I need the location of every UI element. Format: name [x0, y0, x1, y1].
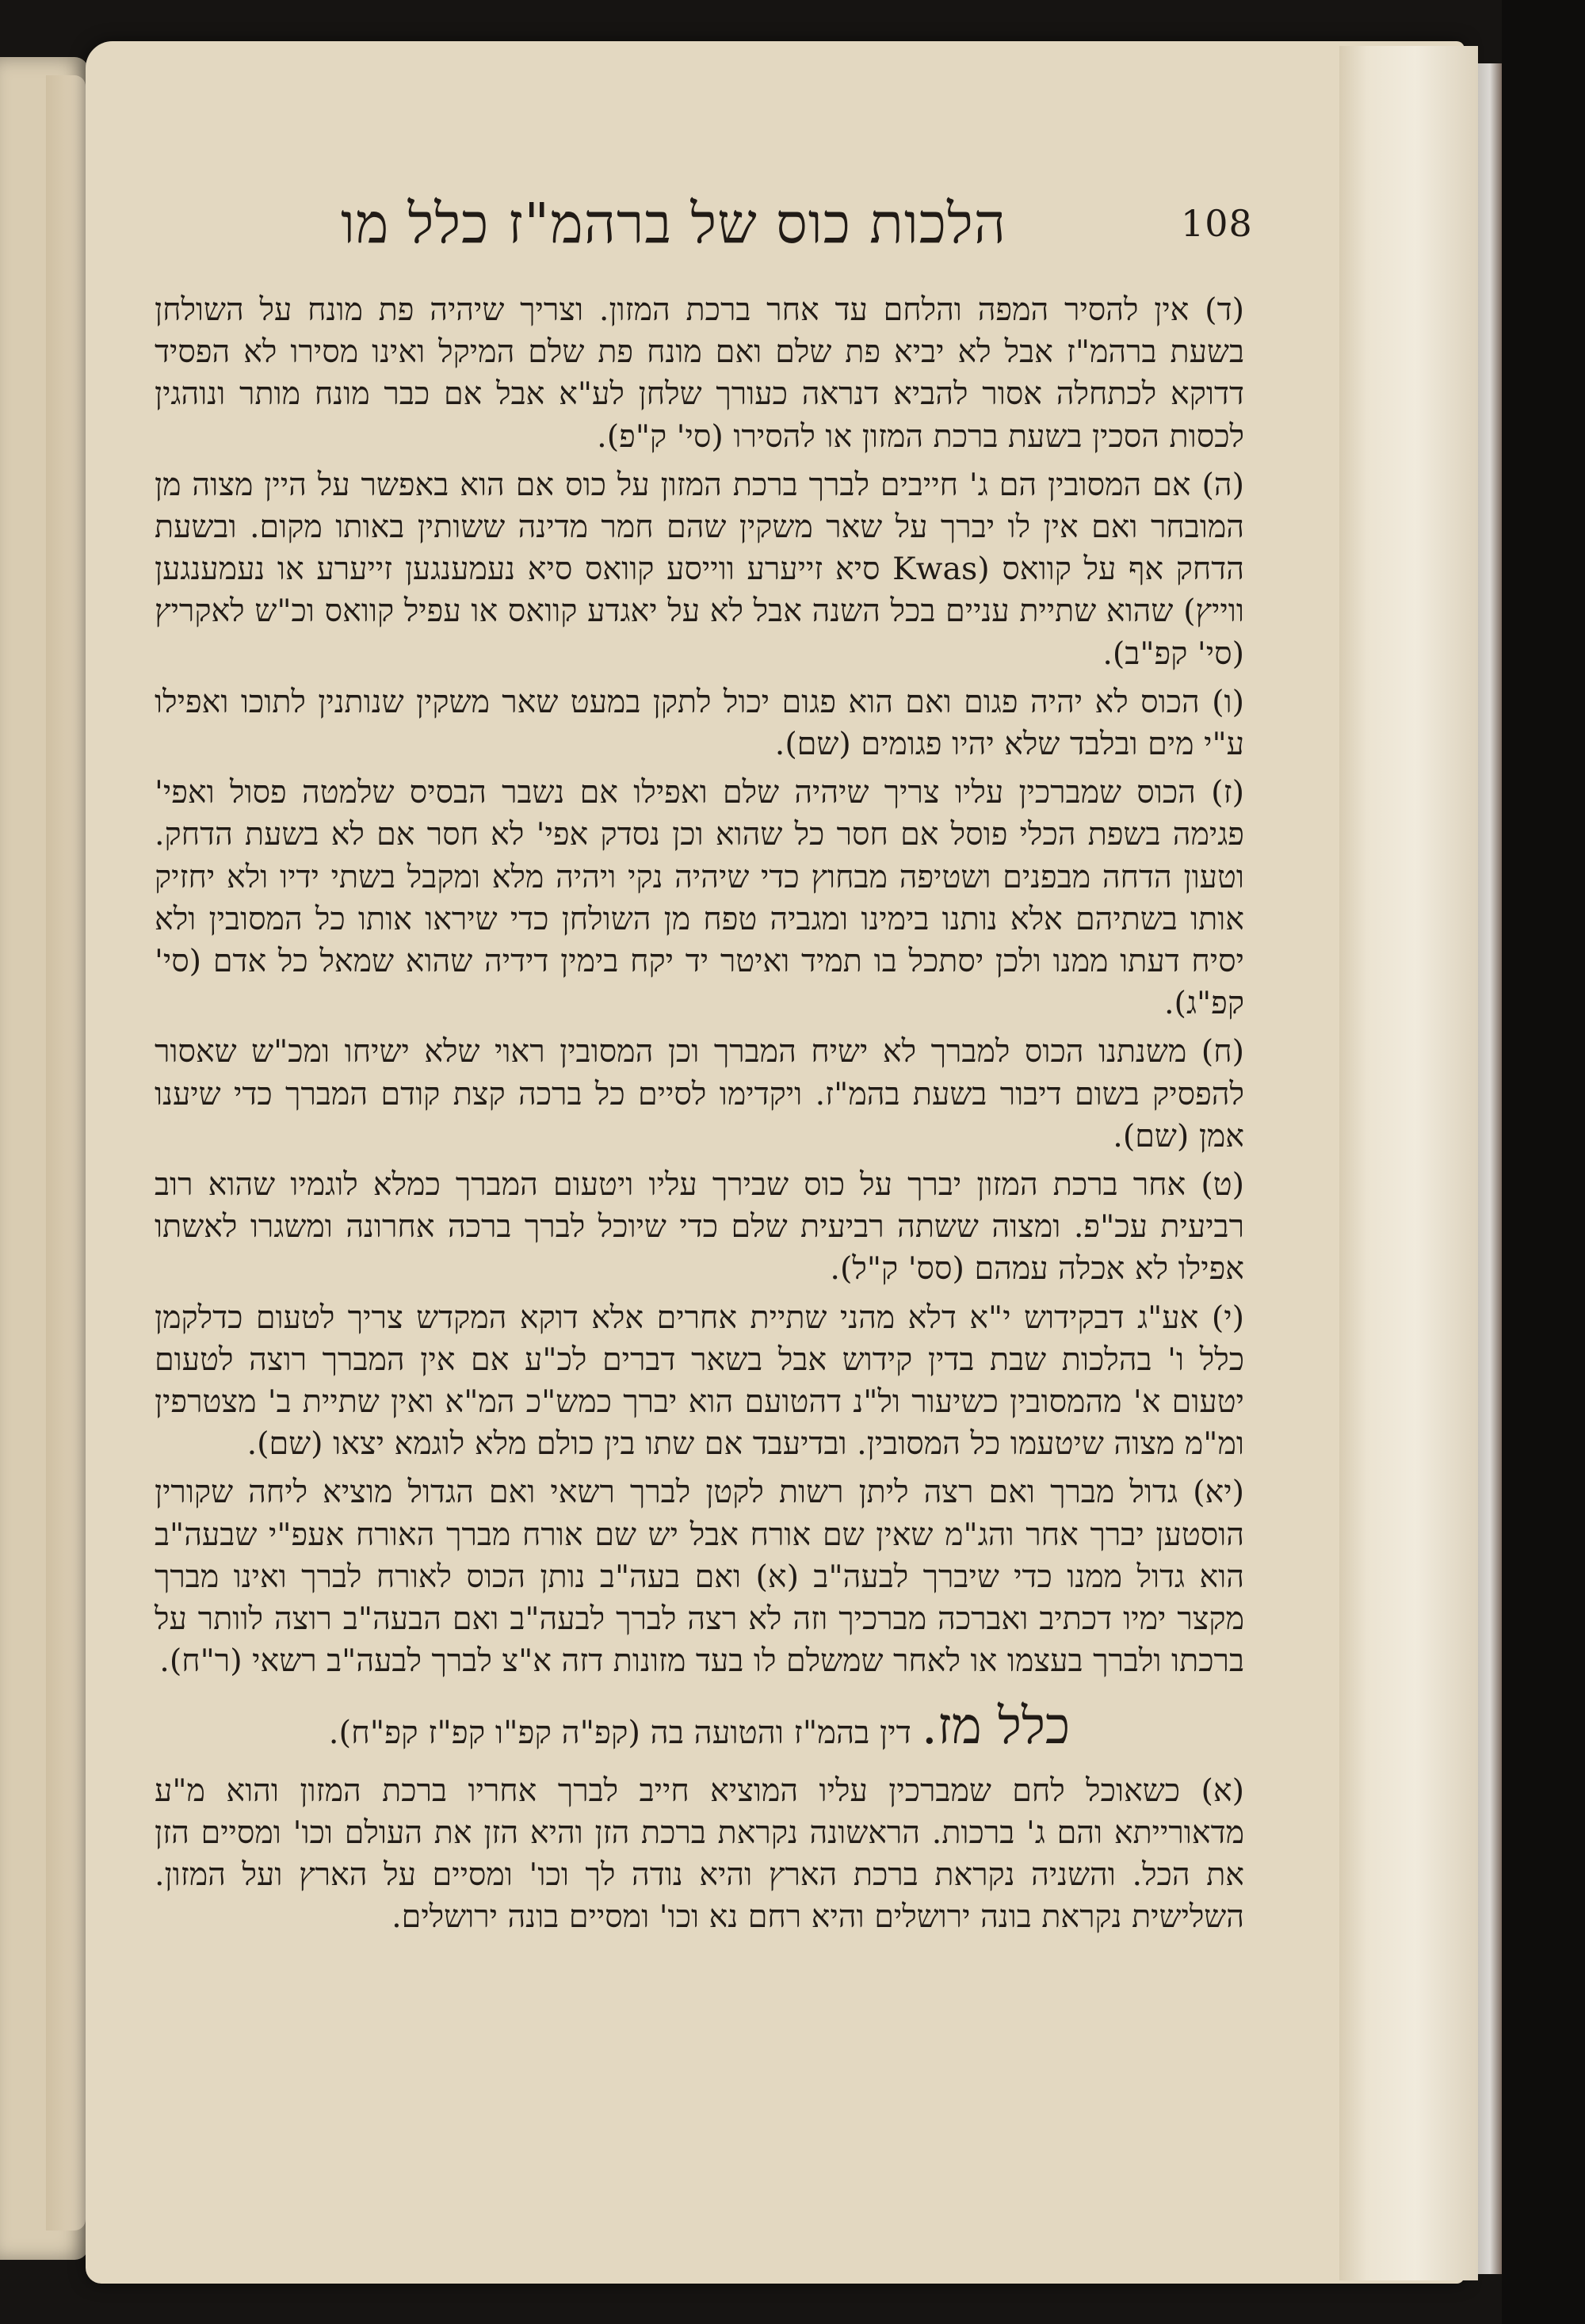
- book-cover-edge: [1478, 63, 1502, 2274]
- running-title: הלכות כוס של ברהמ"ז כלל מו: [340, 191, 1006, 256]
- paragraph-7: (ז) הכוס שמברכין עליו צריך שיהיה שלם ואפילו אם נשבר הבסיס שלמטה פסול ואפי' פגימה בשפת הכלי פוסל אם חסר כל שהוא וכן נסדק אפי' לא חסר אם לא בשעת הדחק. וטעון הדחה מבפנים ושטיפה מבחוץ כדי שיהיה נקי ויהיה מלא ומקבל בשתי ידיו ולא יחזיק אותו בשתיהם אלא נותנו בימינו ומגביה טפח מן השולחן כדי שיראו אותו כל המסובין ולא יסיח דעתו ממנו ולכן יסתכל בו תמיד ואיטר יד יקח בימין דידיה שהוא שמאל כל אדם (סי' קפ"ג).: [155, 774, 1244, 1022]
- paragraph-9: (ט) אחר ברכת המזון יברך על כוס שבירך עליו ויטעום המברך כמלא לוגמיו שהוא רוב רביעית עכ"פ. ומצוה ששתה רביעית שלם כדי שיוכל לברך ברכה אחרונה ומשגרו לאשתו אפילו לא אכלה עמהם (סס' ק"ל).: [155, 1166, 1244, 1288]
- page-header: [155, 170, 1253, 289]
- paragraph-4: (ד) אין להסיר המפה והלחם עד אחר ברכת המזון. וצריך שיהיה פת מונח על השולחן בשעת ברהמ"ז אבל לא יביא פת שלם ואם מונח פת שלם המיקל ואינו מסירו לא הפסיד דדוקא לכתחלה אסור להביא דנראה כעורך שלחן לע"א אבל אם כבר מונח מותר ונוהגין לכסות הסכין בשעת ברכת המזון או להסירו (סי' ק"פ).: [155, 292, 1244, 455]
- paragraph-6: (ו) הכוס לא יהיה פגום ואם הוא פגום יכול לתקן במעט שאר משקין שנותנין לתוכו ואפילו ע"י מים ובלבד שלא יהיו פגומים (שם).: [155, 683, 1244, 763]
- section-heading-number: כלל מז.: [921, 1696, 1071, 1756]
- left-page-edge: [46, 75, 86, 2231]
- section-paragraph-1: (א) כשאוכל לחם שמברכין עליו המוציא חייב לברך אחריו ברכת המזון והוא מ"ע מדאורייתא והם ג' ברכות. הראשונה נקראת ברכת הזן והיא הזן את העולם וכו' ומסיים הזן את הכל. והשניה נקראת ברכת הארץ והיא נודה לך וכו' ומסיים על הארץ ועל המזון. השלישית נקראת בונה ירושלים והיא רחם נא וכו' ומסיים בונה ירושלים.: [155, 1772, 1244, 1936]
- page-content: [155, 170, 1253, 1944]
- background-shadow: [1502, 0, 1585, 2324]
- page-stack-edge: [1339, 46, 1478, 2280]
- section-heading: [155, 1691, 1244, 1769]
- paragraph-5: (ה) אם המסובין הם ג' חייבים לברך ברכת המזון על כוס אם הוא באפשר על היין מצוה מן המובחר ואם אין לו יברך על שאר משקין שהם חמר מדינה ששותין באותו מקום. ובשעת הדחק אף על קוואס (Kwas סיא זייערע ווייסע קוואס סיא נעמענגען זייערע או נעמענגען ווייץ) שהוא שתיית עניים בכל השנה אבל לא על יאגדע קוואס או עפיל קוואס וכ"ש לאקריץ (סי' קפ"ב).: [155, 466, 1245, 672]
- paragraph-11: (יא) גדול מברך ואם רצה ליתן רשות לקטן לברך רשאי ואם הגדול מוציא ליחה שקורין הוסטען יברך אחר והג"מ שאין שם אורח אבל יש שם אורח מברך האורח אעפ"י שבעה"ב הוא גדול ממנו כדי שיברך לבעה"ב (א) ואם בעה"ב נותן הכוס לאורח לברך ואינו מברך מקצר ימיו דכתיב ואברכה מברכיך וזה לא רצה לברך לבעה"ב ואם הבעה"ב רוצה לוותר על ברכתו ולברך בעצמו או לאחר שמשלם לו בעד מזונות דזה א"צ לברך לבעה"ב רשאי (ר"ח).: [155, 1474, 1244, 1680]
- section-heading-text: דין בהמ"ז והטועה בה (קפ"ה קפ"ו קפ"ז קפ"ח).: [328, 1714, 911, 1751]
- paragraph-10: (י) אע"ג דבקידוש י"א דלא מהני שתיית אחרים אלא דוקא המקדש צריך לטעום כדלקמן כלל ו' בהלכות שבת בדין קידוש אבל בשאר דברים לכ"ע אם אין המברך רוצה לטעום יטעום א' מהמסובין כשיעור ול"נ דהטועם הוא יברך כמש"כ המ"א ואין שתיית ב' מצטרפין ומ"מ מצוה שיטעמו כל המסובין. ובדיעבד אם שתו בין כולם מלא לוגמא יצאו (שם).: [155, 1299, 1244, 1463]
- page-number: 108: [1181, 202, 1253, 245]
- paragraph-8: (ח) משנתנו הכוס למברך לא ישיח המברך וכן המסובין ראוי שלא ישיחו ומכ"ש שאסור להפסיק בשום דיבור בשעת בהמ"ז. ויקדימו לסיים כל ברכה קצת קודם המברך כדי שיענו אמן (שם).: [155, 1033, 1244, 1154]
